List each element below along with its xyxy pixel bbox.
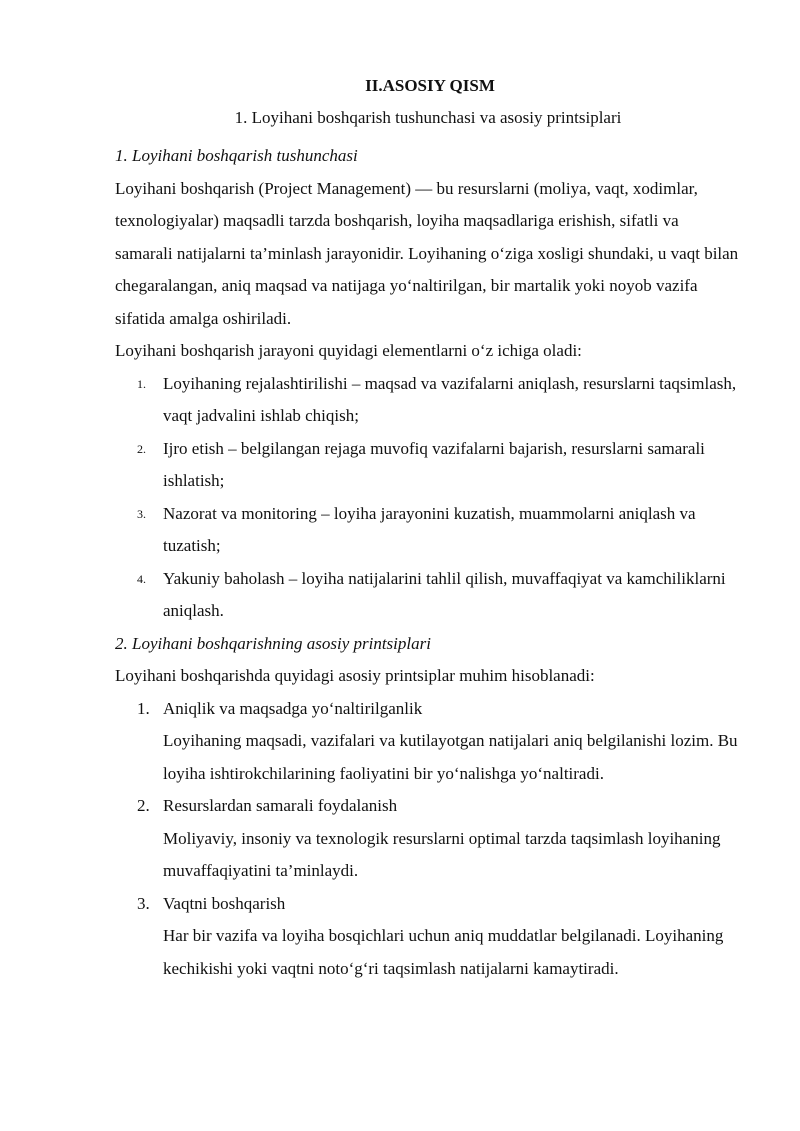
list-item <box>115 790 740 888</box>
principle-text: Loyihaning maqsadi, vazifalari va kutilayotgan natijalari aniq belgilanishi lozim. Bu loyiha ishtirokchilarining faoliyatini bir yo‘nalishga yo‘naltiradi. <box>163 731 738 783</box>
list-number: 3. <box>137 506 146 521</box>
list-item <box>115 433 740 498</box>
list-number: 1. <box>137 698 150 718</box>
section1-paragraph: Loyihani boshqarish (Project Management) — bu resurslarni (moliya, vaqt, xodimlar, texnologiyalar) maqsadli tarzda boshqarish, loyiha maqsadlariga erishish, sifatli va samarali natijalarni ta’minlash jarayonidir. Loyihaning o‘ziga xosligi shundaki, u vaqt bilan chegaralangan, aniq maqsad va natijaga yo‘naltirilgan, bir martalik yoki noyob vazifa sifatida amalga oshiriladi. <box>115 178 739 328</box>
list-number: 3. <box>137 893 150 913</box>
principle-text: Moliyaviy, insoniy va texnologik resurslarni optimal tarzda taqsimlash loyihaning muvaffaqiyatini ta’minlaydi. <box>163 828 721 880</box>
principle-title: Aniqlik va maqsadga yo‘naltirilganlik <box>163 698 423 718</box>
main-heading: II.ASOSIY QISM <box>365 76 495 95</box>
list-item <box>115 888 740 986</box>
list-item-text: Ijro etish – belgilangan rejaga muvofiq vazifalarni bajarish, resurslarni samarali ishlatish; <box>163 438 705 490</box>
sub-heading: 1. Loyihani boshqarish tushunchasi va asosiy printsiplari <box>234 108 622 127</box>
list-item-text: Yakuniy baholash – loyiha natijalarini tahlil qilish, muvaffaqiyat va kamchiliklarni aniqlash. <box>163 568 726 620</box>
list-item-text: Loyihaning rejalashtirilishi – maqsad va vazifalarni aniqlash, resurslarni taqsimlash, vaqt jadvalini ishlab chiqish; <box>163 373 737 425</box>
list-item <box>115 368 740 433</box>
principle-title: Vaqtni boshqarish <box>163 893 286 913</box>
list-number: 2. <box>137 441 146 456</box>
principle-text: Har bir vazifa va loyiha bosqichlari uchun aniq muddatlar belgilanadi. Loyihaning kechikishi yoki vaqtni noto‘g‘ri taqsimlash natijalarni kamaytiradi. <box>163 926 724 978</box>
section2-intro: Loyihani boshqarishda quyidagi asosiy printsiplar muhim hisoblanadi: <box>115 666 595 685</box>
list-item <box>115 498 740 563</box>
process-elements-list <box>115 368 740 628</box>
principles-list <box>115 693 740 986</box>
section2-title: 2. Loyihani boshqarishning asosiy printsiplari <box>115 633 431 653</box>
list-number: 1. <box>137 376 146 391</box>
document-body <box>115 140 740 985</box>
list-number: 4. <box>137 571 146 586</box>
section1-title: 1. Loyihani boshqarish tushunchasi <box>115 146 358 165</box>
list-item <box>115 693 740 791</box>
section1-intro: Loyihani boshqarish jarayoni quyidagi elementlarni o‘z ichiga oladi: <box>115 341 582 360</box>
list-item <box>115 563 740 628</box>
principle-title: Resurslardan samarali foydalanish <box>163 796 398 815</box>
list-number: 2. <box>137 796 150 815</box>
list-item-text: Nazorat va monitoring – loyiha jarayonini kuzatish, muammolarni aniqlash va tuzatish; <box>163 503 696 555</box>
